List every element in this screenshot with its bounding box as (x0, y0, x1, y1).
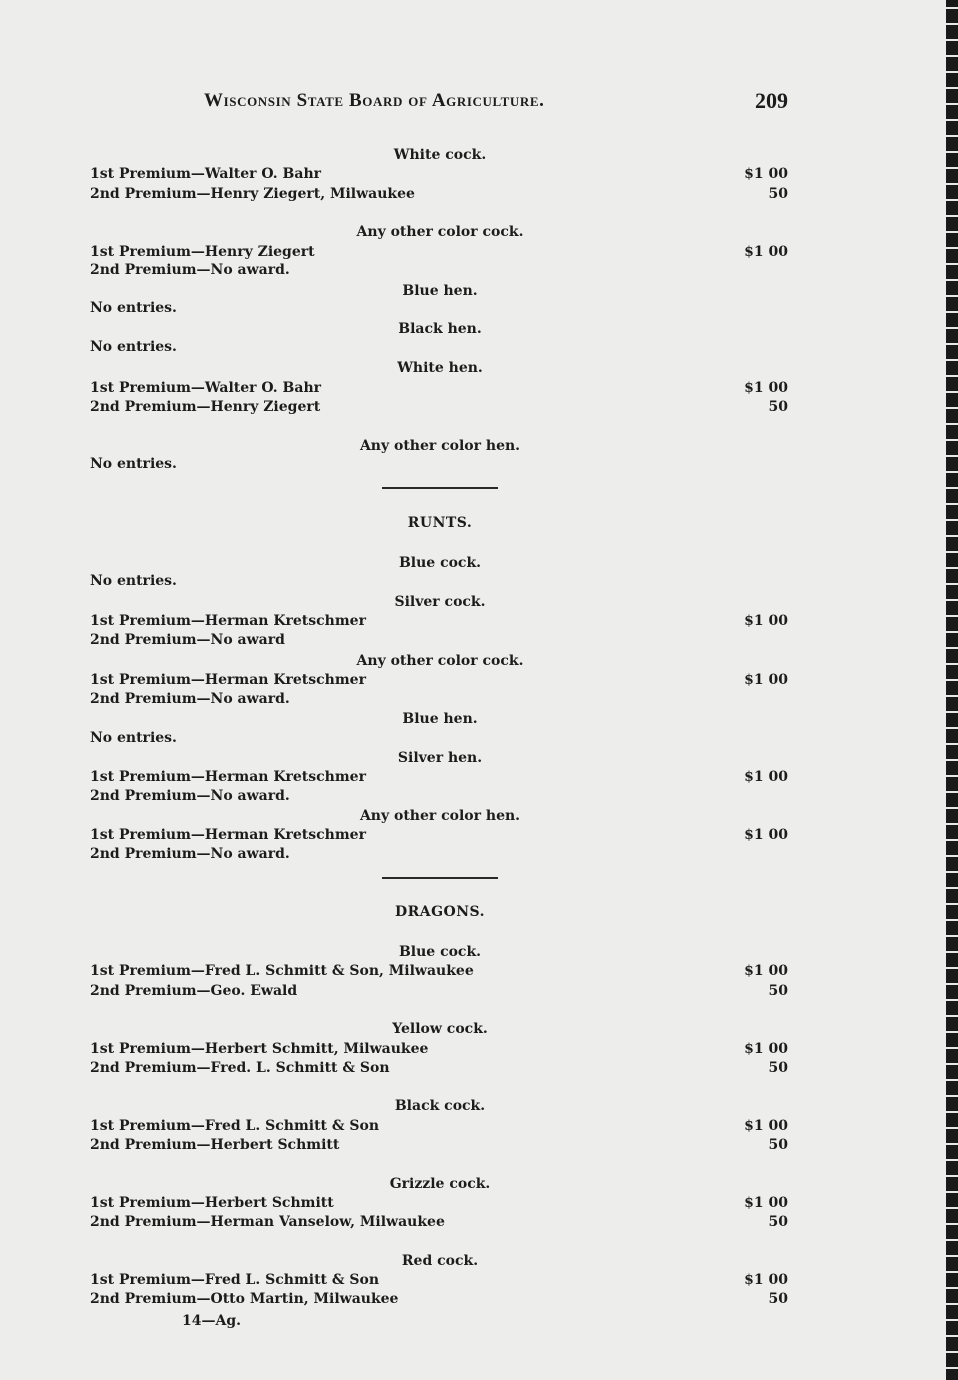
premium-amount: 50 (768, 1291, 788, 1307)
premium-label: 1st Premium—Walter O. Bahr (90, 380, 321, 396)
premium-label: 1st Premium—Herman Kretschmer (90, 672, 366, 688)
section-divider (382, 877, 498, 879)
section-title-runts: RUNTS. (407, 515, 473, 531)
premium-label: 1st Premium—Walter O. Bahr (90, 166, 321, 182)
class-heading: White hen. (397, 360, 483, 376)
no-entries: No entries. (90, 339, 177, 355)
class-heading: Blue hen. (402, 711, 478, 727)
class-heading: Grizzle cock. (389, 1176, 491, 1192)
class-heading: Silver hen. (397, 750, 483, 766)
premium-amount: $1 00 (744, 1272, 788, 1288)
page-number: 209 (755, 88, 788, 113)
section-divider (382, 487, 498, 489)
no-entries: No entries. (90, 730, 177, 746)
premium-row (90, 671, 788, 689)
premium-label: 2nd Premium—Fred. L. Schmitt & Son (90, 1060, 390, 1076)
signature-mark: 14—Ag. (182, 1313, 242, 1329)
premium-label: 2nd Premium—Henry Ziegert (90, 399, 321, 415)
premium-label: 1st Premium—Fred L. Schmitt & Son (90, 1118, 380, 1134)
premium-label: 2nd Premium—No award. (90, 846, 290, 862)
premium-amount: $1 00 (744, 672, 788, 688)
premium-label: 1st Premium—Herbert Schmitt (90, 1195, 334, 1211)
premium-row (90, 261, 290, 279)
premium-label: 2nd Premium—Henry Ziegert, Milwaukee (90, 186, 415, 202)
page-edge (946, 0, 958, 1380)
premium-row (90, 768, 788, 786)
premium-label: 1st Premium—Herman Kretschmer (90, 827, 366, 843)
premium-row (90, 1136, 788, 1154)
class-heading: Red cock. (401, 1253, 479, 1269)
premium-amount: $1 00 (744, 613, 788, 629)
premium-label: 1st Premium—Fred L. Schmitt & Son, Milwaukee (90, 963, 474, 979)
premium-row (90, 631, 285, 649)
class-heading: Yellow cock. (392, 1021, 488, 1037)
premium-label: 1st Premium—Herman Kretschmer (90, 613, 366, 629)
premium-row (90, 243, 788, 261)
premium-row (90, 165, 788, 183)
premium-label: 2nd Premium—Geo. Ewald (90, 983, 298, 999)
premium-amount: $1 00 (744, 1041, 788, 1057)
premium-row (90, 1213, 788, 1231)
premium-label: 1st Premium—Herman Kretschmer (90, 769, 366, 785)
premium-label: 1st Premium—Fred L. Schmitt & Son (90, 1272, 380, 1288)
class-heading: Blue cock. (398, 555, 482, 571)
premium-label: 2nd Premium—Otto Martin, Milwaukee (90, 1291, 399, 1307)
premium-label: 2nd Premium—No award (90, 632, 285, 648)
premium-amount: 50 (768, 399, 788, 415)
premium-row (90, 379, 788, 397)
class-heading: Any other color cock. (356, 653, 524, 669)
premium-row (90, 826, 788, 844)
premium-amount: 50 (768, 1060, 788, 1076)
premium-row (90, 845, 290, 863)
class-heading: Any other color hen. (359, 438, 521, 454)
premium-row (90, 962, 788, 980)
premium-row (90, 398, 788, 416)
premium-amount: $1 00 (744, 1118, 788, 1134)
section-title-dragons: DRAGONS. (394, 904, 486, 920)
premium-amount: 50 (768, 1137, 788, 1153)
premium-row (90, 1271, 788, 1289)
premium-label: 2nd Premium—No award. (90, 262, 290, 278)
premium-label: 2nd Premium—Herman Vanselow, Milwaukee (90, 1214, 445, 1230)
premium-row (90, 1117, 788, 1135)
class-heading: White cock. (393, 147, 487, 163)
class-heading: Black hen. (398, 321, 482, 337)
premium-label: 1st Premium—Herbert Schmitt, Milwaukee (90, 1041, 429, 1057)
page-header (204, 90, 788, 118)
no-entries: No entries. (90, 456, 177, 472)
premium-row (90, 982, 788, 1000)
premium-amount: 50 (768, 983, 788, 999)
premium-row (90, 690, 290, 708)
premium-row (90, 1059, 788, 1077)
running-title: Wisconsin State Board of Agriculture. (204, 90, 545, 111)
no-entries: No entries. (90, 573, 177, 589)
premium-label: 2nd Premium—Herbert Schmitt (90, 1137, 340, 1153)
premium-label: 2nd Premium—No award. (90, 788, 290, 804)
premium-amount: $1 00 (744, 1195, 788, 1211)
premium-amount: $1 00 (744, 244, 788, 260)
premium-row (90, 185, 788, 203)
class-heading: Silver cock. (394, 594, 486, 610)
premium-row (90, 612, 788, 630)
class-heading: Blue hen. (402, 283, 478, 299)
class-heading: Any other color hen. (359, 808, 521, 824)
premium-amount: 50 (768, 186, 788, 202)
premium-row (90, 1040, 788, 1058)
premium-row (90, 1290, 788, 1308)
premium-amount: $1 00 (744, 963, 788, 979)
premium-label: 2nd Premium—No award. (90, 691, 290, 707)
class-heading: Blue cock. (398, 944, 482, 960)
class-heading: Any other color cock. (356, 224, 524, 240)
class-heading: Black cock. (394, 1098, 486, 1114)
premium-amount: $1 00 (744, 827, 788, 843)
premium-row (90, 1194, 788, 1212)
premium-amount: $1 00 (744, 380, 788, 396)
no-entries: No entries. (90, 300, 177, 316)
premium-label: 1st Premium—Henry Ziegert (90, 244, 315, 260)
premium-amount: $1 00 (744, 166, 788, 182)
premium-row (90, 787, 290, 805)
premium-amount: $1 00 (744, 769, 788, 785)
premium-amount: 50 (768, 1214, 788, 1230)
